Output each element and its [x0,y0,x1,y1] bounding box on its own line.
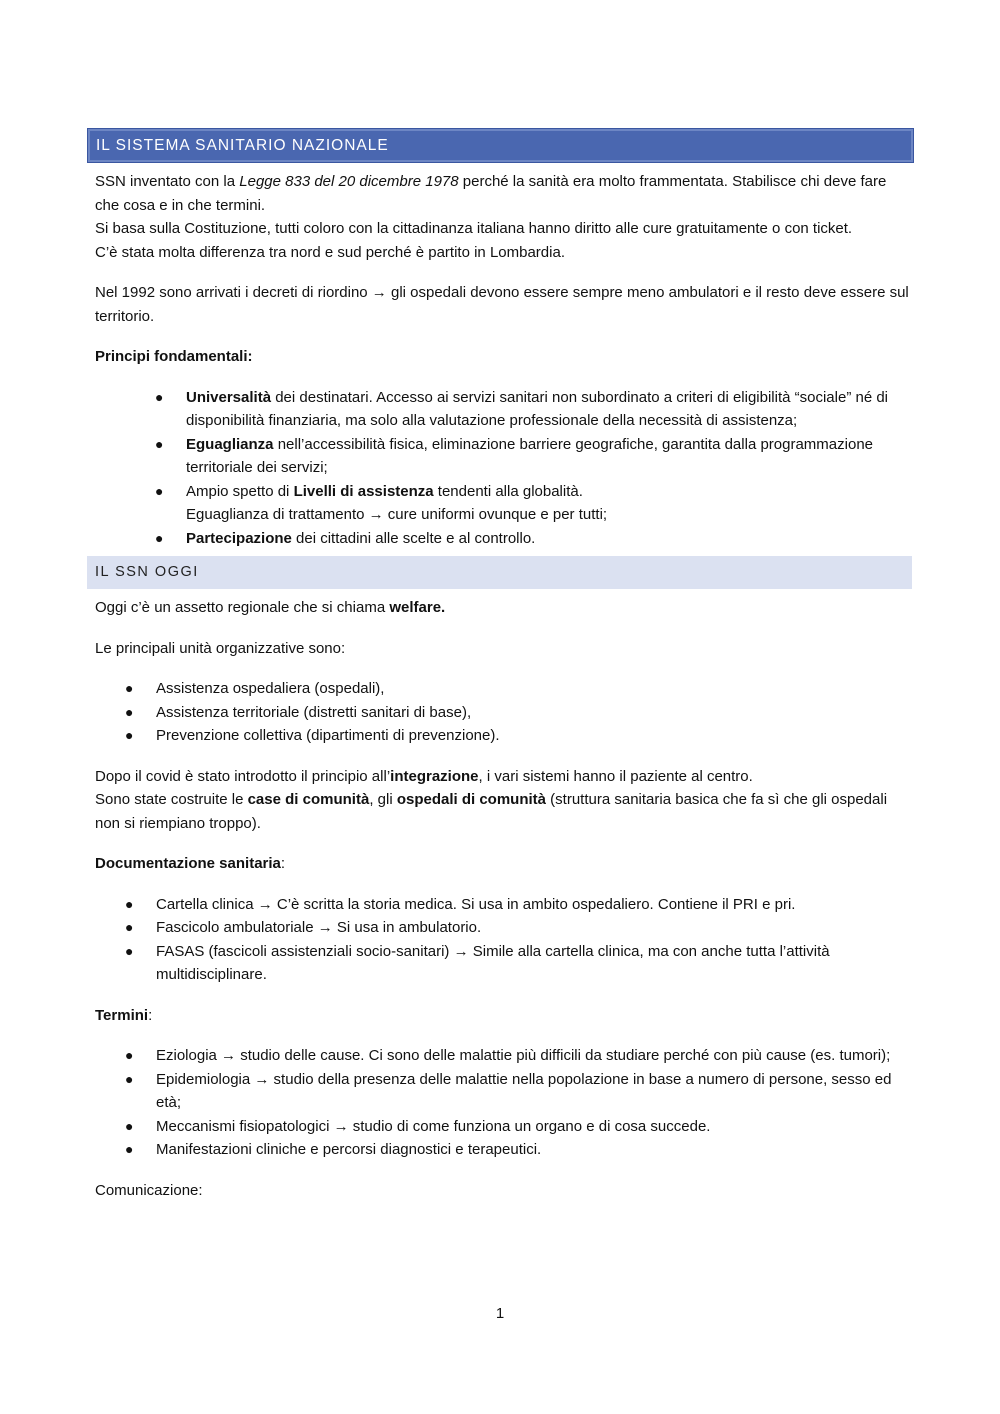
principles-heading: Principi fondamentali: [95,348,253,365]
page-number: 1 [495,1305,505,1322]
law-reference: Legge 833 del 20 dicembre 1978 [239,173,459,190]
list-item: ● Assistenza ospedaliera (ospedali), [125,680,385,697]
units-intro: Le principali unità organizzative sono: [95,639,346,657]
list-item: ● Manifestazioni cliniche e percorsi diagnostici e terapeutici. [125,1141,542,1158]
list-item: ● Ampio spetto di Livelli di assistenza tendenti alla globalità. Eguaglianza di trattamento → cure uniformi ovunque e per tutti; [155,482,608,523]
section-heading-ssn: IL SISTEMA SANITARIO NAZIONALE [87,128,914,163]
terms-heading: Termini: [95,1006,153,1024]
list-item: ● Epidemiologia → studio della presenza delle malattie nella popolazione in base a numero di persone, sesso ed età; [125,1070,892,1111]
documentation-list [95,893,912,987]
terms-list [95,1044,912,1162]
intro-paragraph: SSN inventato con la Legge 833 del 20 dicembre 1978 perché la sanità era molto frammentata. Stabilisce chi deve fare che cosa e in che termini. Si basa sulla Costituzione, tutti coloro con la cittadinanza italiana hanno diritto alle cure gratuitamente o con ticket. C’è stata molta differenza tra nord e sud perché è partito in Lombardia. [95,173,887,261]
communication-heading: Comunicazione: [95,1181,203,1199]
list-item: ● Assistenza territoriale (distretti sanitari di base), [125,703,472,721]
list-item: ● Cartella clinica → C’è scritta la storia medica. Si usa in ambito ospedaliero. Contiene il PRI e pri. [125,895,796,913]
list-item: ● Partecipazione dei cittadini alle scelte e al controllo. [155,529,536,547]
list-item: ● Meccanismi fisiopatologici → studio di come funziona un organo e di cosa succede. [125,1117,711,1135]
integration-paragraph: Dopo il covid è stato introdotto il principio all’integrazione, i vari sistemi hanno il paziente al centro. Sono state costruite le case di comunità, gli ospedali di comunità (struttura sanitaria basica che fa sì che gli ospedali non si riempiano troppo). [95,767,888,832]
list-item: ● Eziologia → studio delle cause. Ci sono delle malattie più difficili da studiare perché con più cause (es. tumori); [125,1047,891,1064]
section-heading-ssn-oggi: IL SSN OGGI [87,556,912,589]
list-item: ● Universalità dei destinatari. Accesso ai servizi sanitari non subordinato a criteri di eligibilità “sociale” né di disponibilità finanziaria, ma solo alla valutazione professionale della necessità di assistenza; [155,388,889,429]
list-item: ● Eguaglianza nell’accessibilità fisica, eliminazione barriere geografiche, garantita dalla programmazione territoriale dei servizi; [155,435,874,476]
list-item: ● Prevenzione collettiva (dipartimenti di prevenzione). [125,727,500,744]
list-item: ● Fascicolo ambulatoriale → Si usa in ambulatorio. [125,919,482,936]
documentation-heading: Documentazione sanitaria: [95,855,286,872]
list-item: ● FASAS (fascicoli assistenziali socio-sanitari) → Simile alla cartella clinica, ma con anche tutta l’attività multidisciplinare. [125,942,830,983]
units-list [95,677,912,748]
reorder-paragraph: Nel 1992 sono arrivati i decreti di riordino → gli ospedali devono essere sempre meno ambulatori e il resto deve essere sul territorio. [95,284,909,325]
page-content [95,128,912,1202]
welfare-paragraph: Oggi c’è un assetto regionale che si chiama welfare. [95,599,446,616]
principles-list [95,386,912,551]
